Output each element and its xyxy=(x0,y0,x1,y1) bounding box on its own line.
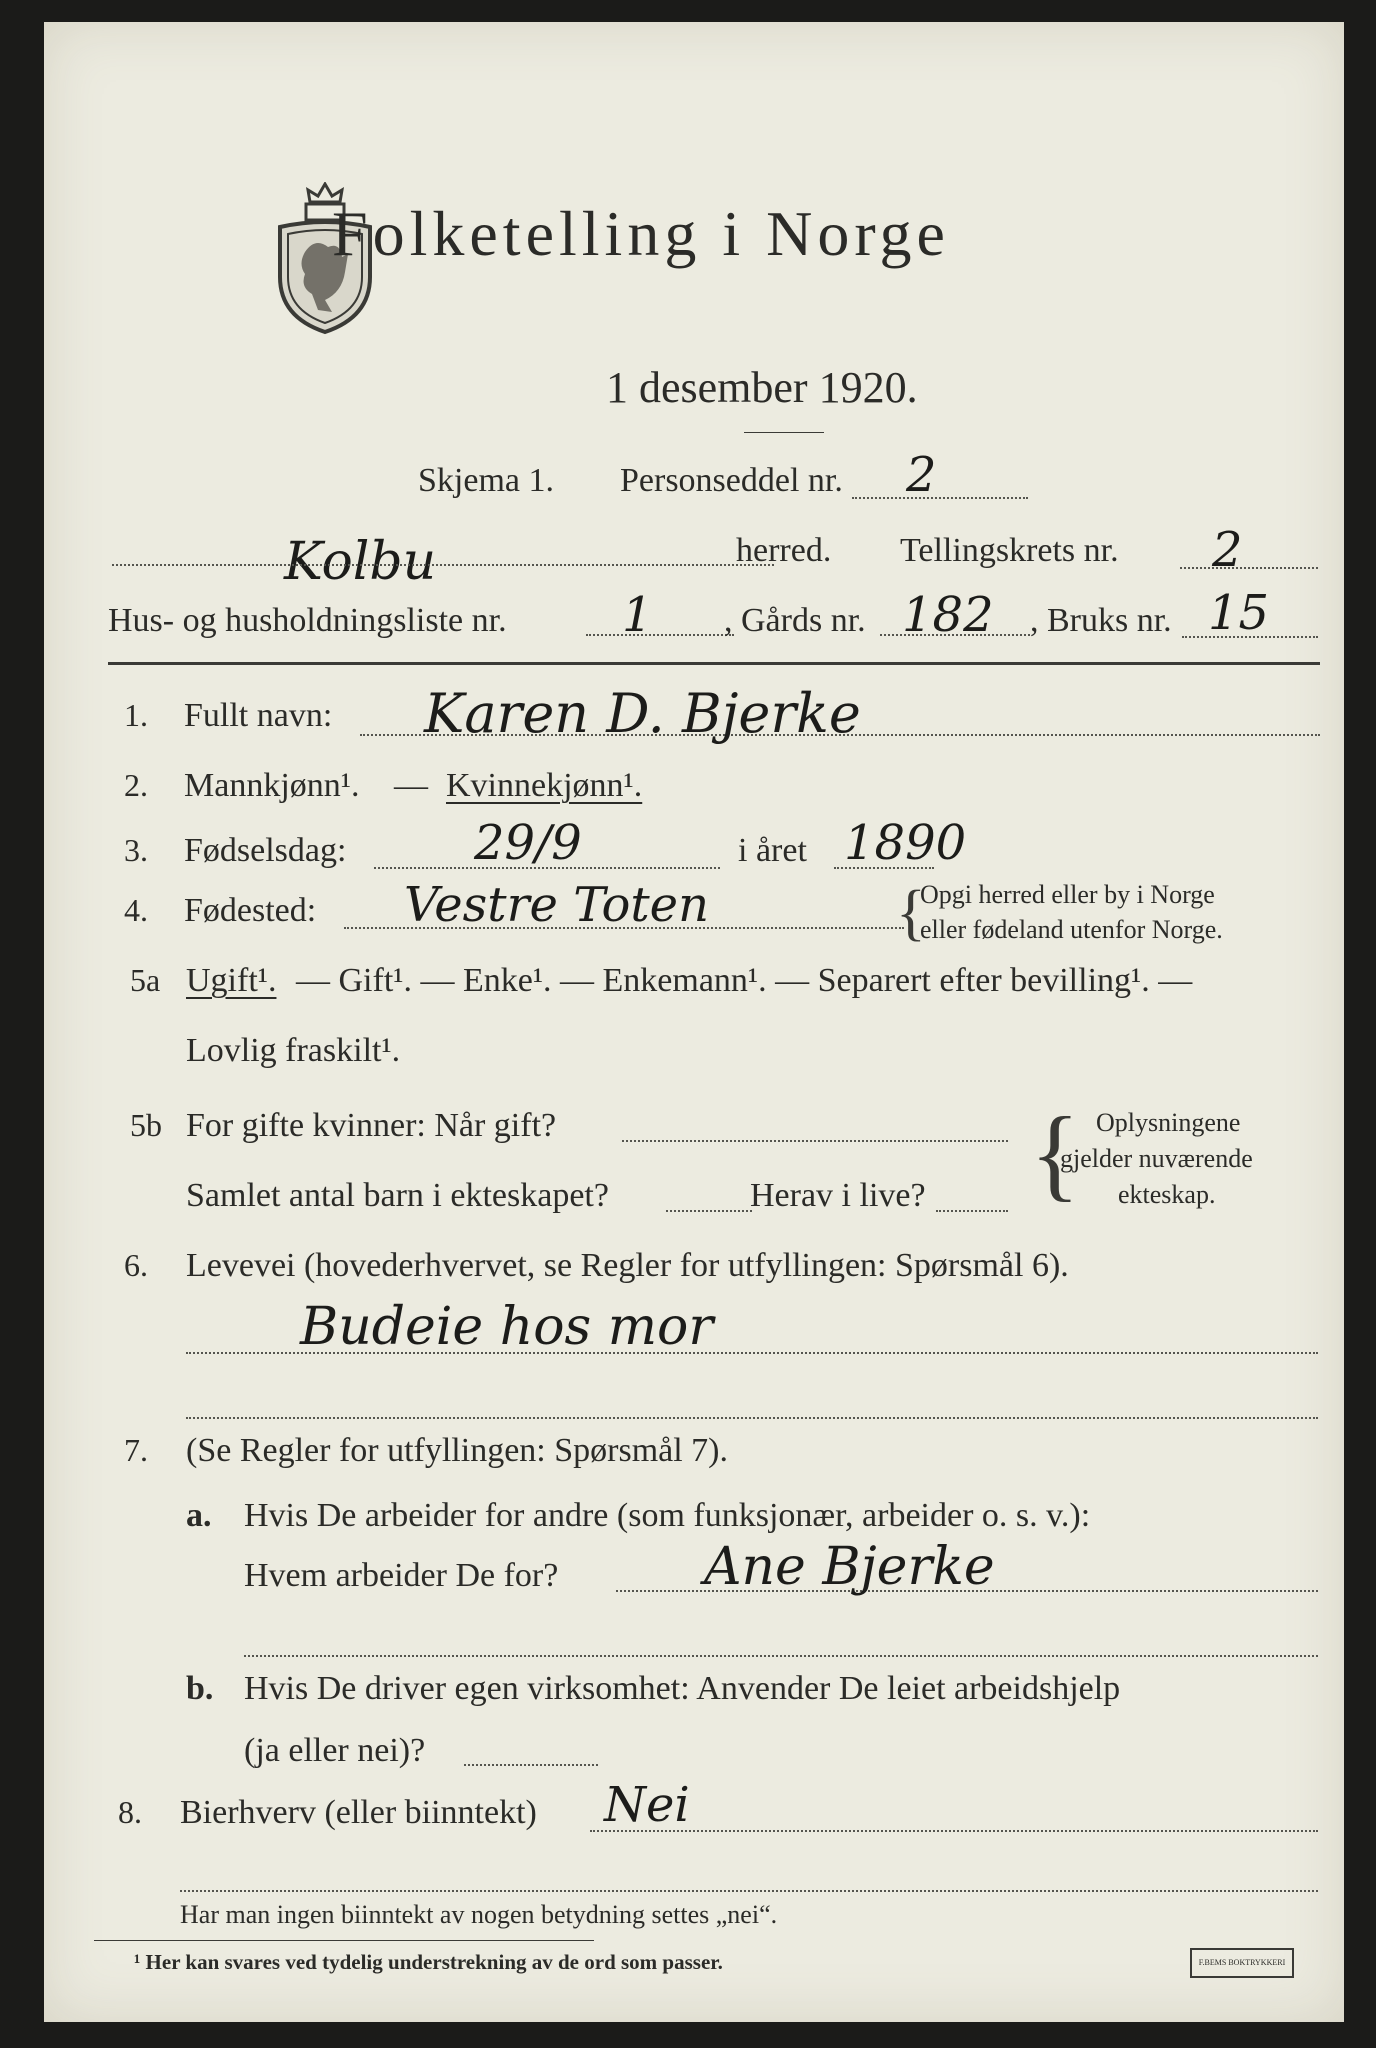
q4-note-line1: Opgi herred eller by i Norge xyxy=(920,880,1215,909)
herred-label: herred. xyxy=(736,532,832,569)
gards-label: , Gårds nr. xyxy=(724,602,866,639)
q1-label: Fullt navn: xyxy=(184,697,333,734)
husliste-line xyxy=(586,634,734,636)
footnote-text: ¹ Her kan svares ved tydelig understrekning av de ord som passer. xyxy=(134,1950,723,1974)
husliste-label: Hus- og husholdningsliste nr. xyxy=(108,602,507,639)
q6-line1 xyxy=(186,1352,1318,1354)
q4-birthplace: Vestre Toten xyxy=(404,877,709,933)
herred-value: Kolbu xyxy=(284,532,437,592)
q5b-note-brace: { xyxy=(1030,1096,1080,1211)
q2-number: 2. xyxy=(124,767,148,803)
printer-stamp-text: F.BEMS BOKTRYKKERI xyxy=(1198,1958,1286,1967)
tellingskrets-number: 2 xyxy=(1212,522,1243,578)
q8-line1 xyxy=(590,1830,1318,1832)
q6-occupation: Budeie hos mor xyxy=(300,1297,714,1357)
footer-note: Har man ingen biinntekt av nogen betydning settes „nei“. xyxy=(180,1900,778,1929)
q8-line2 xyxy=(180,1890,1318,1892)
q5a-number: 5a xyxy=(130,962,161,998)
husliste-number: 1 xyxy=(622,587,653,643)
q1-number: 1. xyxy=(124,697,148,733)
q8-number: 8. xyxy=(118,1794,142,1830)
q3-birth-year: 1890 xyxy=(844,815,967,871)
q7b-text: Hvis De driver egen virksomhet: Anvender De leiet arbeidshjelp xyxy=(244,1670,1121,1707)
header-separator xyxy=(108,662,1320,665)
q1-full-name: Karen D. Bjerke xyxy=(424,682,861,745)
bruks-label: , Bruks nr. xyxy=(1030,602,1172,639)
q7a-employer: Ane Bjerke xyxy=(704,1537,995,1597)
q6-line2 xyxy=(186,1417,1318,1419)
q5b-children-label: Samlet antal barn i ekteskapet? xyxy=(186,1177,609,1214)
q5b-note-line3: ekteskap. xyxy=(1118,1180,1216,1209)
q5a-fraskilt: Lovlig fraskilt¹. xyxy=(186,1032,401,1069)
q3-label: Fødselsdag: xyxy=(184,832,347,869)
tellingskrets-label: Tellingskrets nr. xyxy=(900,532,1119,569)
q7a-line2 xyxy=(244,1655,1318,1657)
q7-label: (Se Regler for utfyllingen: Spørsmål 7). xyxy=(186,1432,729,1469)
q7a-question: Hvem arbeider De for? xyxy=(244,1557,559,1594)
q6-number: 6. xyxy=(124,1247,148,1283)
q5b-alive-line xyxy=(936,1210,1008,1212)
printer-stamp xyxy=(1190,1948,1294,1978)
q5b-children-line xyxy=(666,1210,752,1212)
bruks-number: 15 xyxy=(1208,585,1270,641)
census-date: 1 desember 1920. xyxy=(606,363,918,412)
q7a-text: Hvis De arbeider for andre (som funksjonær, arbeider o. s. v.): xyxy=(244,1497,1091,1534)
q2-male-option: Mannkjønn¹. xyxy=(184,767,360,804)
q3-birth-day: 29/9 xyxy=(474,815,582,871)
tellingskrets-line xyxy=(1180,567,1318,569)
q7-number: 7. xyxy=(124,1432,148,1468)
q5b-alive-label: Herav i live? xyxy=(750,1177,926,1214)
q7a-letter: a. xyxy=(186,1497,212,1534)
q2-female-option-underlined: Kvinnekjønn¹. xyxy=(446,767,643,804)
schema-label: Skjema 1. xyxy=(418,462,554,499)
q2-separator: — xyxy=(394,767,428,804)
q4-note-brace: { xyxy=(896,879,926,947)
gards-number: 182 xyxy=(902,587,994,643)
q6-label: Levevei (hovederhvervet, se Regler for utfyllingen: Spørsmål 6). xyxy=(186,1247,1069,1284)
q5b-number: 5b xyxy=(130,1107,162,1143)
q7b-letter: b. xyxy=(186,1670,214,1707)
title-divider xyxy=(744,432,824,433)
personseddel-label: Personseddel nr. xyxy=(620,462,843,499)
q7b-line xyxy=(464,1764,598,1766)
q7b-question: (ja eller nei)? xyxy=(244,1732,426,1769)
q8-side-income: Nei xyxy=(604,1777,690,1833)
form-title: Folketelling i Norge xyxy=(332,198,950,269)
q5b-note-line1: Oplysningene xyxy=(1096,1108,1241,1137)
census-form-page xyxy=(44,22,1344,2022)
q5b-note-line2: gjelder nuværende xyxy=(1060,1144,1253,1173)
q3-number: 3. xyxy=(124,832,148,868)
q5b-married-line xyxy=(622,1140,1008,1142)
herred-line xyxy=(112,564,774,566)
q8-label: Bierhverv (eller biinntekt) xyxy=(180,1794,537,1831)
q3-year-label: i året xyxy=(738,832,807,869)
q4-number: 4. xyxy=(124,892,148,928)
q4-note-line2: eller fødeland utenfor Norge. xyxy=(920,915,1223,944)
q5a-options: — Gift¹. — Enke¹. — Enkemann¹. — Separert efter bevilling¹. — xyxy=(296,962,1193,999)
q4-label: Fødested: xyxy=(184,892,317,929)
footnote-divider xyxy=(94,1940,594,1941)
q5b-label: For gifte kvinner: Når gift? xyxy=(186,1107,557,1144)
personseddel-line xyxy=(852,497,1028,499)
q5a-ugift-underlined: Ugift¹. xyxy=(186,962,277,999)
personseddel-number: 2 xyxy=(906,447,937,503)
